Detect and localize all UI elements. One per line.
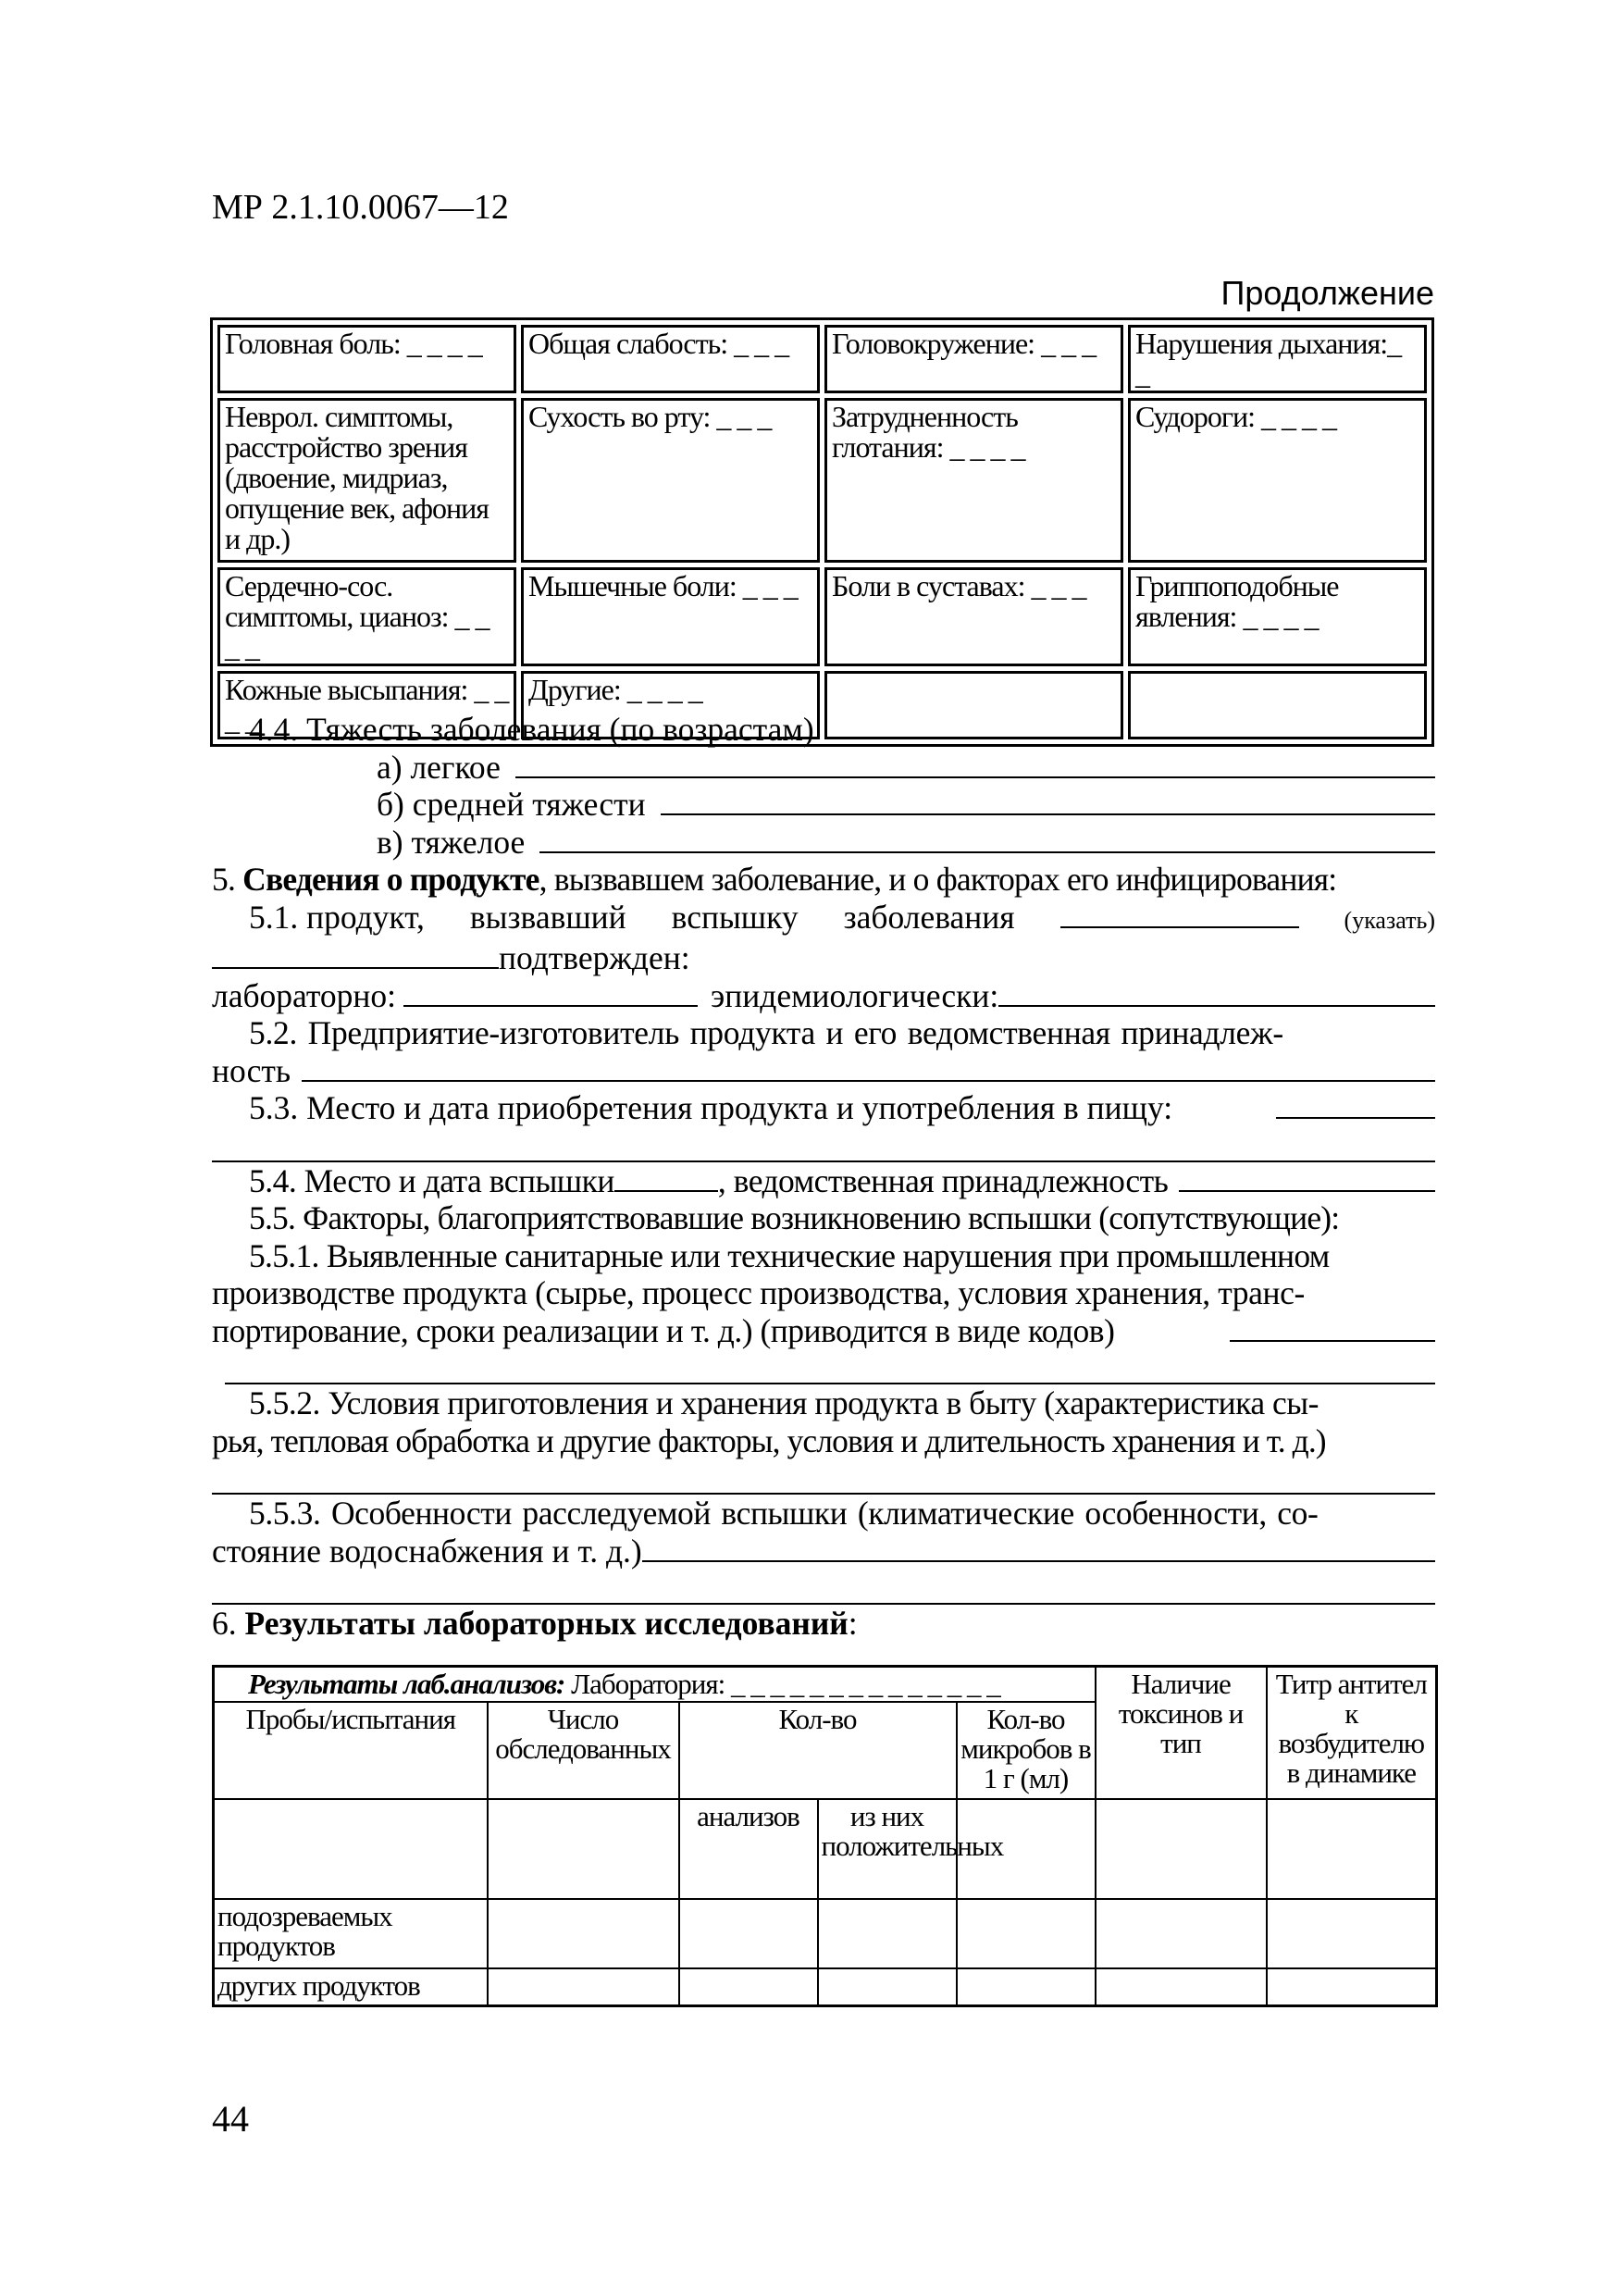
section-5-5-3: 5.5.3. Особенности расследуемой вспышки (климатические особенности, со- bbox=[249, 1495, 1319, 1532]
document-code: МР 2.1.10.0067—12 bbox=[212, 188, 509, 227]
count-header: Кол-во bbox=[679, 1702, 957, 1799]
section-5-5-3-cont: стояние водоснабжения и т. д.) bbox=[212, 1533, 1435, 1570]
table-cell bbox=[957, 1899, 1096, 1968]
section-5-5-1: 5.5.1. Выявленные санитарные или технические нарушения при промышленном bbox=[249, 1236, 1330, 1274]
symptom-cell: Судороги: _ _ _ _ bbox=[1128, 398, 1427, 563]
fill-line[interactable] bbox=[539, 824, 1435, 853]
table-cell bbox=[488, 1799, 679, 1899]
fill-line[interactable] bbox=[212, 1459, 1435, 1495]
table-cell bbox=[214, 1799, 488, 1899]
fill-line[interactable] bbox=[212, 1127, 1435, 1162]
symptom-cell: Нарушения дыхания:_ _ bbox=[1128, 325, 1427, 393]
table-cell bbox=[1267, 1899, 1437, 1968]
section-5-5-1-cont: производстве продукта (сырье, процесс производства, условия хранения, транс- bbox=[212, 1274, 1305, 1311]
fill-line[interactable] bbox=[403, 977, 698, 1007]
fill-line[interactable] bbox=[225, 1349, 1435, 1384]
section-6-title: 6. Результаты лабораторных исследований: bbox=[212, 1605, 858, 1642]
form-body bbox=[212, 711, 1435, 1643]
symptom-cell: Кожные высыпания: _ _ _ _ bbox=[217, 671, 516, 739]
titer-header: Титр антител к возбудителю в динамике bbox=[1267, 1667, 1437, 1800]
symptom-cell: Мышечные боли: _ _ _ bbox=[521, 567, 820, 666]
table-cell bbox=[488, 1899, 679, 1968]
continuation-label: Продолжение bbox=[1220, 274, 1434, 312]
section-5-2-cont: ность bbox=[212, 1052, 1435, 1090]
symptom-cell: Головная боль: _ _ _ _ bbox=[217, 325, 516, 393]
fill-line[interactable] bbox=[642, 1533, 1435, 1562]
table-cell bbox=[1096, 1799, 1267, 1899]
fill-line[interactable] bbox=[212, 939, 499, 969]
fill-line[interactable] bbox=[1276, 1089, 1435, 1119]
table-cell bbox=[1096, 1899, 1267, 1968]
fill-line[interactable] bbox=[302, 1052, 1435, 1082]
symptom-cell: Гриппоподобные явления: _ _ _ _ bbox=[1128, 567, 1427, 666]
fill-line[interactable] bbox=[614, 1162, 718, 1192]
section-5-5-2: 5.5.2. Условия приготовления и хранения продукта в быту (характеристика сы- bbox=[249, 1384, 1319, 1421]
table-cell bbox=[1267, 1799, 1437, 1899]
section-5-1: 5.1. продукт, вызвавший вспышку заболевания (указать) bbox=[249, 898, 1435, 936]
table-cell bbox=[818, 1968, 957, 2005]
positive-header: из них положительных bbox=[818, 1799, 957, 1899]
table-cell bbox=[679, 1968, 818, 2005]
severity-severe: в) тяжелое bbox=[212, 824, 1435, 862]
section-5-3: 5.3. Место и дата приобретения продукта и употребления в пищу: bbox=[212, 1089, 1435, 1127]
symptom-cell: Другие: _ _ _ _ bbox=[521, 671, 820, 739]
fill-line[interactable] bbox=[515, 749, 1435, 778]
microbes-header: Кол-во микробов в 1 г (мл) bbox=[957, 1702, 1096, 1799]
table-cell bbox=[488, 1968, 679, 2005]
section-5-1-confirm: подтвержден: bbox=[212, 939, 1435, 977]
toxins-header: Наличие токсинов и тип bbox=[1096, 1667, 1267, 1800]
section-5-2: 5.2. Предприятие-изготовитель продукта и его ведомственная принадлеж- bbox=[249, 1014, 1283, 1051]
table-cell bbox=[957, 1968, 1096, 2005]
page-number: 44 bbox=[212, 2098, 249, 2140]
fill-line[interactable] bbox=[661, 786, 1435, 815]
section-5-5-2-cont: рья, тепловая обработка и другие факторы, условия и длительность хранения и т. д.) bbox=[212, 1421, 1326, 1459]
symptom-cell: Боли в суставах: _ _ _ bbox=[824, 567, 1123, 666]
section-5-1-methods: лабораторно: эпидемиологически: bbox=[212, 977, 1435, 1015]
fill-line[interactable] bbox=[1060, 899, 1299, 928]
fill-line[interactable] bbox=[1179, 1162, 1435, 1192]
samples-header: Пробы/испытания bbox=[214, 1702, 488, 1799]
symptoms-table bbox=[210, 317, 1434, 747]
row-other-products: других продуктов bbox=[214, 1968, 488, 2005]
symptom-cell: Сухость во рту: _ _ _ bbox=[521, 398, 820, 563]
symptom-cell: Общая слабость: _ _ _ bbox=[521, 325, 820, 393]
fill-line[interactable] bbox=[212, 1570, 1435, 1605]
symptom-cell: Сердечно-сос. симптомы, цианоз: _ _ _ _ bbox=[217, 567, 516, 666]
symptom-cell: Головокружение: _ _ _ bbox=[824, 325, 1123, 393]
table-cell bbox=[818, 1899, 957, 1968]
lab-header: Результаты лаб.анализов: Лаборатория: _ _ _ _ _ _ _ _ _ _ _ _ _ _ bbox=[214, 1667, 1096, 1703]
symptom-cell: Неврол. симптомы, расстройство зрения (двоение, мидриаз, опущение век, афония и др.) bbox=[217, 398, 516, 563]
section-5-5: 5.5. Факторы, благоприятствовавшие возникновению вспышки (сопутствующие): bbox=[249, 1199, 1340, 1236]
fill-line[interactable] bbox=[998, 977, 1435, 1007]
analyses-header: анализов bbox=[679, 1799, 818, 1899]
row-suspected-products: подозреваемых продуктов bbox=[214, 1899, 488, 1968]
table-cell bbox=[1096, 1968, 1267, 2005]
fill-line[interactable] bbox=[1230, 1312, 1435, 1342]
symptom-cell: Затрудненность глотания: _ _ _ _ bbox=[824, 398, 1123, 563]
table-cell bbox=[679, 1899, 818, 1968]
examined-header: Число обследованных bbox=[488, 1702, 679, 1799]
section-5-5-1-end: портирование, сроки реализации и т. д.) (приводится в виде кодов) bbox=[212, 1312, 1435, 1350]
section-5-4: 5.4. Место и дата вспышки , ведомственная принадлежность bbox=[212, 1162, 1435, 1200]
section-5-title: 5. Сведения о продукте, вызвавшем заболевание, и о факторах его инфицирования: bbox=[212, 861, 1337, 898]
severity-mild: а) легкое bbox=[212, 749, 1435, 787]
table-cell bbox=[1267, 1968, 1437, 2005]
severity-medium: б) средней тяжести bbox=[212, 786, 1435, 824]
lab-results-table bbox=[212, 1665, 1438, 2007]
severity-title: 4.4. Тяжесть заболевания (по возрастам) bbox=[249, 711, 814, 748]
